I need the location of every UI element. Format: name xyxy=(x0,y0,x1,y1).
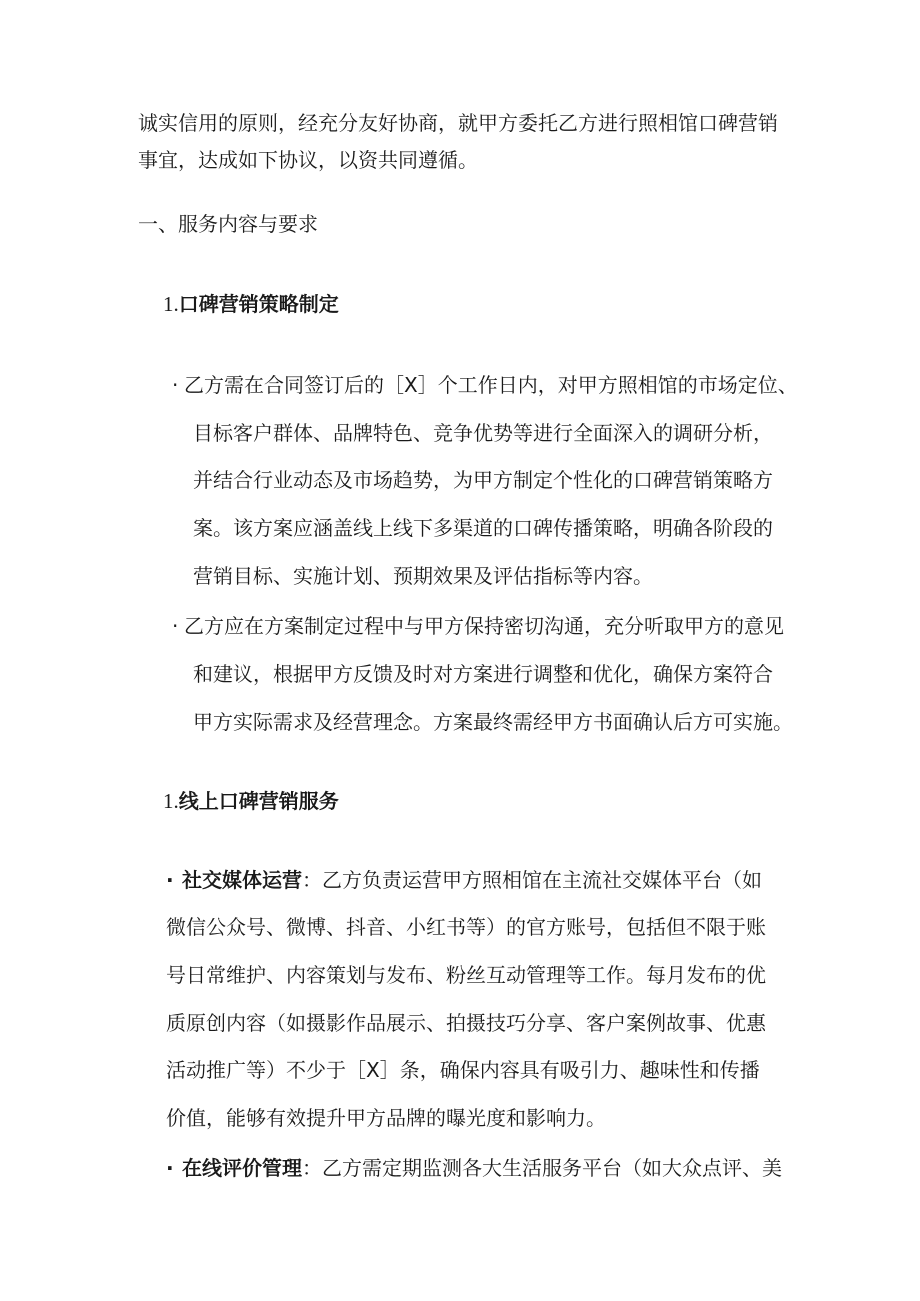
bullet-text: ：乙方负责运营甲方照相馆在主流社交媒体平台（如 xyxy=(302,868,762,892)
item-title: 线上口碑营销服务 xyxy=(178,789,339,813)
bullet-continuation: 案。该方案应涵盖线上线下多渠道的口碑传播策略，明确各阶段的 xyxy=(193,516,773,540)
item-heading-strategy xyxy=(163,291,339,317)
bullet-text: 乙方需在合同签订后的［X］个工作日内，对甲方照相馆的市场定位、 xyxy=(184,373,798,397)
bullet-continuation: 价值，能够有效提升甲方品牌的曝光度和影响力。 xyxy=(166,1106,606,1130)
bullet-continuation: 质原创内容（如摄影作品展示、拍摄技巧分享、客户案例故事、优惠 xyxy=(166,1011,766,1035)
bullet-dot: · xyxy=(172,614,179,638)
intro-line-2: 事宜，达成如下协议，以资共同遵循。 xyxy=(138,148,478,172)
intro-line-1: 诚实信用的原则，经充分友好协商，就甲方委托乙方进行照相馆口碑营销 xyxy=(138,111,778,135)
bullet-dot: · xyxy=(172,373,179,397)
bullet-continuation: 营销目标、实施计划、预期效果及评估指标等内容。 xyxy=(193,564,653,588)
bullet-dot: · xyxy=(166,1156,174,1180)
bullet-continuation: 并结合行业动态及市场趋势，为甲方制定个性化的口碑营销策略方 xyxy=(193,468,773,492)
item-title: 口碑营销策略制定 xyxy=(178,292,339,316)
bullet-continuation: 活动推广等）不少于［X］条，确保内容具有吸引力、趣味性和传播 xyxy=(166,1058,760,1082)
item-number: 1. xyxy=(163,292,179,316)
bullet-continuation: 微信公众号、微博、抖音、小红书等）的官方账号，包括但不限于账 xyxy=(166,915,766,939)
bullet-online-reviews xyxy=(166,1155,782,1181)
item-heading-online xyxy=(163,788,339,814)
bullet-continuation: 甲方实际需求及经营理念。方案最终需经甲方书面确认后方可实施。 xyxy=(193,710,793,734)
bullet-text: ：乙方需定期监测各大生活服务平台（如大众点评、美 xyxy=(302,1156,782,1180)
bullet-dot: · xyxy=(166,868,174,892)
bullet-strategy-communication xyxy=(172,613,784,639)
bullet-continuation: 和建议，根据甲方反馈及时对方案进行调整和优化，确保方案符合 xyxy=(193,662,773,686)
bullet-strategy-research xyxy=(172,372,798,398)
section-heading: 一、服务内容与要求 xyxy=(138,212,318,236)
bullet-label: 社交媒体运营 xyxy=(182,868,302,892)
bullet-text: 乙方应在方案制定过程中与甲方保持密切沟通，充分听取甲方的意见 xyxy=(184,614,784,638)
bullet-continuation: 号日常维护、内容策划与发布、粉丝互动管理等工作。每月发布的优 xyxy=(166,963,766,987)
item-number: 1. xyxy=(163,789,179,813)
bullet-social-media xyxy=(166,867,762,893)
bullet-label: 在线评价管理 xyxy=(182,1156,302,1180)
bullet-continuation: 目标客户群体、品牌特色、竞争优势等进行全面深入的调研分析， xyxy=(193,421,773,445)
